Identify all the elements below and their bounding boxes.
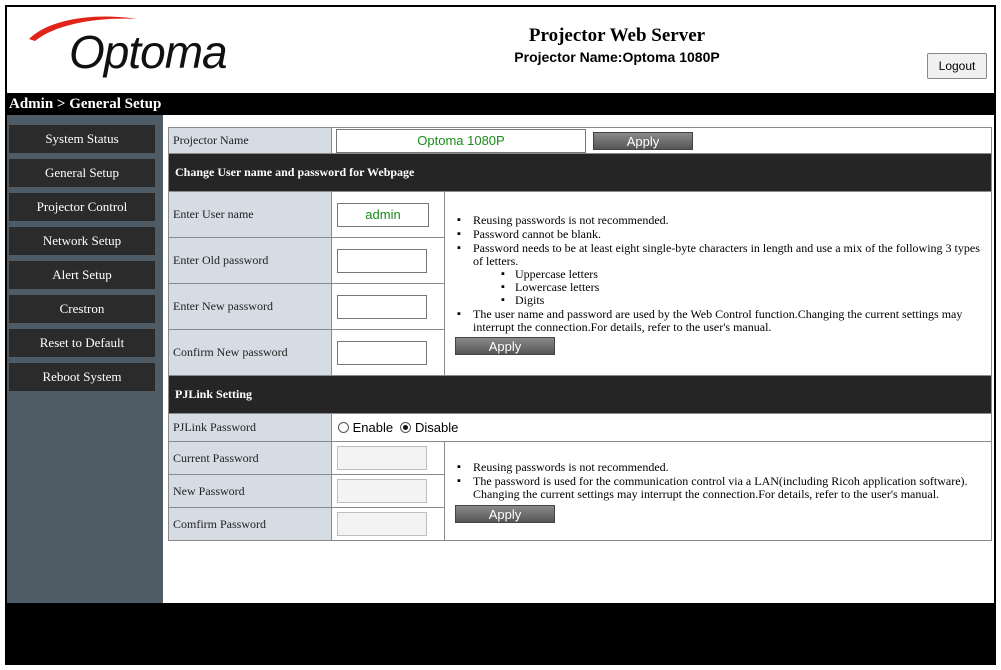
- sidebar-item-reset-to-default[interactable]: Reset to Default: [9, 329, 155, 357]
- note-item: ▪ Reusing passwords is not recommended.: [455, 214, 981, 227]
- sub-note-item: ▪ Digits: [499, 294, 981, 307]
- app-frame: [5, 5, 996, 665]
- sidebar-item-network-setup[interactable]: Network Setup: [9, 227, 155, 255]
- pjlink-enable-label: Enable: [352, 419, 394, 435]
- pjlink-new-password-input: [337, 479, 427, 503]
- sidebar-item-crestron[interactable]: Crestron: [9, 295, 155, 323]
- webpage-notes: [445, 192, 992, 376]
- pjlink-new-password-label: New Password: [169, 475, 332, 508]
- webpage-apply-button[interactable]: Apply: [455, 337, 555, 355]
- main-content: [163, 115, 994, 603]
- projector-name-label: Projector Name: [169, 128, 332, 154]
- footer-bar: [7, 603, 994, 665]
- pjlink-confirm-password-label: Comfirm Password: [169, 508, 332, 541]
- note-text: Password needs to be at least eight single-byte characters in length and use a mix of the following 3 types of letters.: [473, 241, 980, 268]
- breadcrumb: Admin > General Setup: [7, 93, 994, 115]
- note-item: ▪ The password is used for the communication control via a LAN(including Ricoh application software). Changing the current settings may interrupt the connection.For details, refer to the user's manual.: [455, 475, 981, 501]
- confirm-password-label: Confirm New password: [169, 330, 332, 376]
- logout-button[interactable]: Logout: [927, 53, 987, 79]
- sidebar-item-projector-control[interactable]: Projector Control: [9, 193, 155, 221]
- pjlink-radio-group: [332, 420, 458, 435]
- pjlink-disable-label: Disable: [414, 419, 459, 435]
- confirm-password-input[interactable]: [337, 341, 427, 365]
- webpage-section-header: Change User name and password for Webpage: [169, 154, 992, 192]
- username-input[interactable]: admin: [337, 203, 429, 227]
- current-password-input: [337, 446, 427, 470]
- new-password-label: Enter New password: [169, 284, 332, 330]
- settings-table: [168, 127, 992, 541]
- pjlink-apply-button[interactable]: Apply: [455, 505, 555, 523]
- sidebar-item-system-status[interactable]: System Status: [9, 125, 155, 153]
- page-title: Projector Web Server: [528, 25, 706, 46]
- sidebar-item-alert-setup[interactable]: Alert Setup: [9, 261, 155, 289]
- sub-note-item: ▪ Uppercase letters: [499, 268, 981, 281]
- pjlink-password-label: PJLink Password: [169, 414, 332, 442]
- pjlink-disable-radio[interactable]: [400, 422, 411, 433]
- current-password-label: Current Password: [169, 442, 332, 475]
- username-label: Enter User name: [169, 192, 332, 238]
- old-password-label: Enter Old password: [169, 238, 332, 284]
- new-password-input[interactable]: [337, 295, 427, 319]
- projector-name-input[interactable]: Optoma 1080P: [336, 129, 586, 153]
- sidebar-item-reboot-system[interactable]: Reboot System: [9, 363, 155, 391]
- pjlink-confirm-password-input: [337, 512, 427, 536]
- pjlink-enable-radio[interactable]: [338, 422, 349, 433]
- old-password-input[interactable]: [337, 249, 427, 273]
- sidebar: [7, 115, 163, 603]
- note-item: ▪ Password cannot be blank.: [455, 228, 981, 241]
- note-item: ▪ Reusing passwords is not recommended.: [455, 461, 981, 474]
- note-item: [455, 242, 981, 307]
- projector-name-apply-button[interactable]: Apply: [593, 132, 693, 150]
- header: [7, 7, 994, 93]
- logo-wordmark: Optoma: [69, 26, 227, 78]
- note-item: ▪ The user name and password are used by the Web Control function.Changing the current settings may interrupt the connection.For details, refer to the user's manual.: [455, 308, 981, 334]
- projector-name-subtitle: Projector Name:Optoma 1080P: [514, 49, 720, 65]
- sidebar-item-general-setup[interactable]: General Setup: [9, 159, 155, 187]
- sub-note-item: ▪ Lowercase letters: [499, 281, 981, 294]
- optoma-logo: [21, 13, 227, 83]
- pjlink-section-header: PJLink Setting: [169, 376, 992, 414]
- pjlink-notes: [445, 442, 992, 541]
